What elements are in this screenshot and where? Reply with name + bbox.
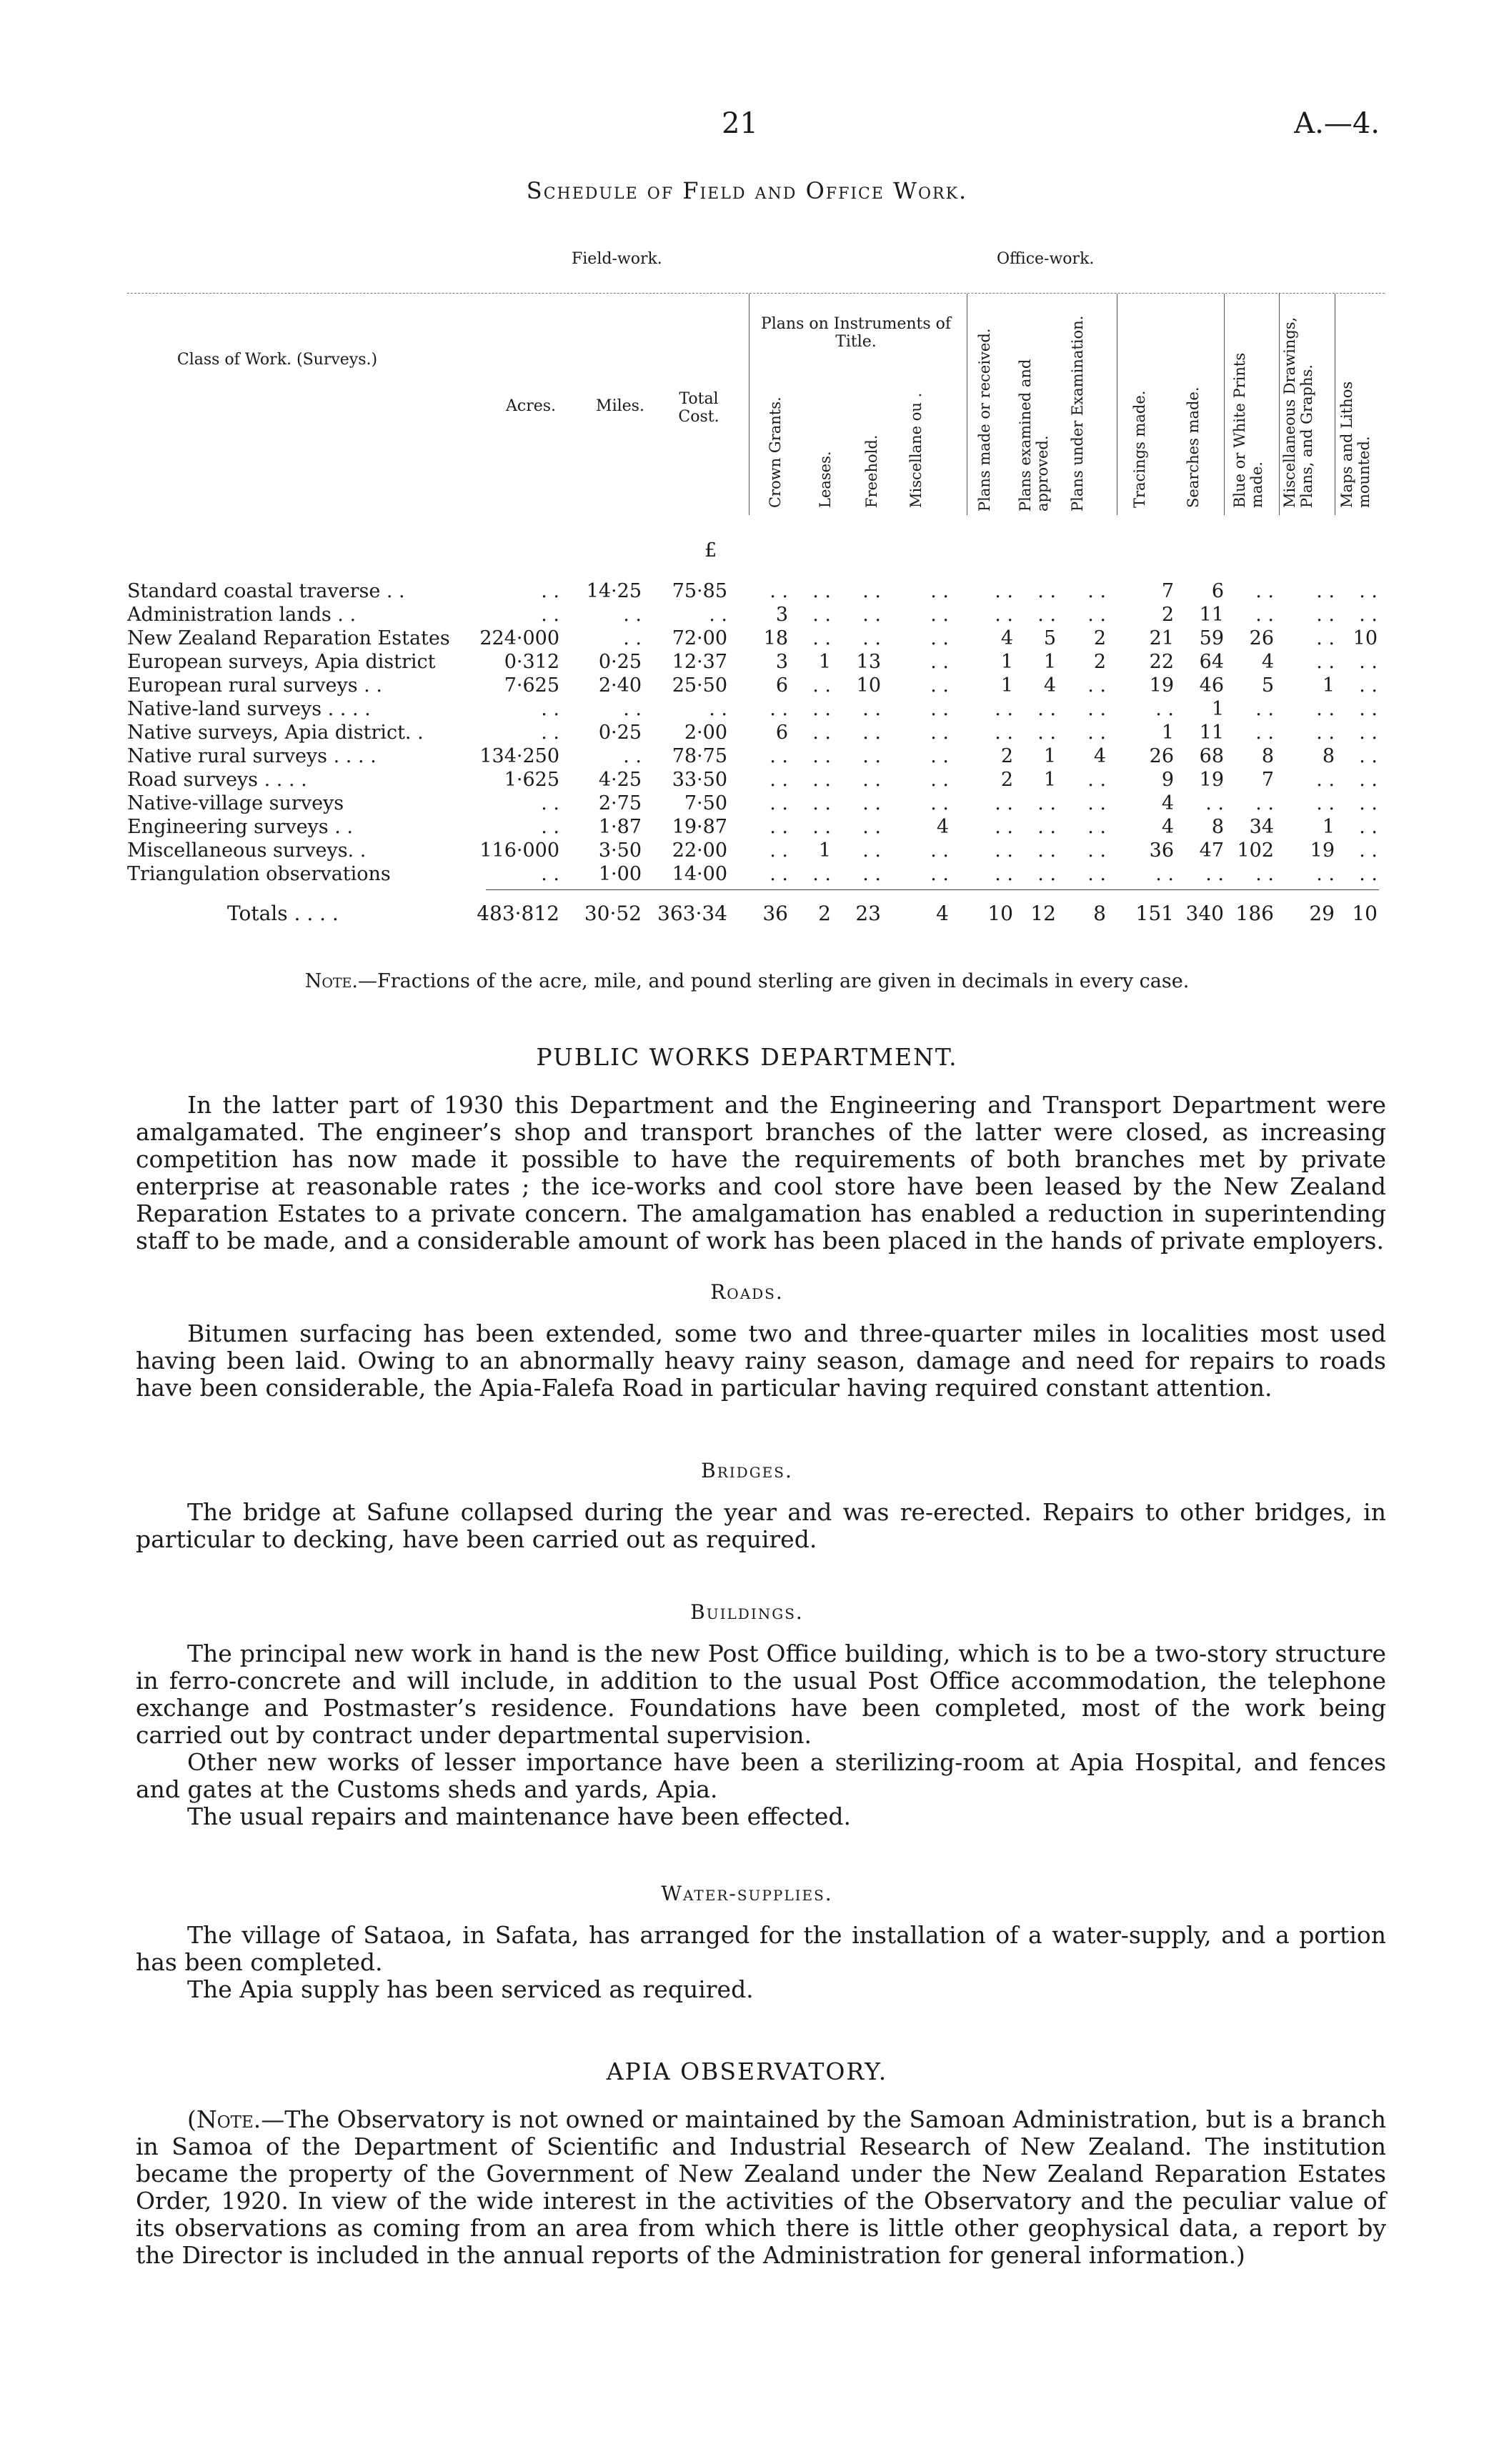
cell-maps: . . [1359, 580, 1378, 602]
cell-leases: 1 [818, 839, 831, 862]
cell-drawings: 8 [1322, 745, 1335, 767]
cell-miles: 0·25 [598, 651, 642, 673]
cell-freehold: 13 [856, 651, 881, 673]
cell-crown: . . [770, 792, 788, 814]
row-label: Native surveys, Apia district. . [127, 722, 424, 744]
cell-drawings: 19 [1310, 839, 1335, 862]
cell-tracings: 22 [1149, 651, 1174, 673]
cell-received: 10 [987, 902, 1013, 925]
cell-blue: 34 [1249, 816, 1274, 838]
cell-received: 1 [1000, 651, 1013, 673]
cell-examined: . . [1037, 792, 1056, 814]
note-label: Note. [304, 970, 359, 992]
cell-received: . . [995, 722, 1013, 744]
water-title: Water-supplies. [661, 1882, 833, 1905]
cell-misc: . . [930, 604, 949, 626]
buildings-title: Buildings. [690, 1600, 804, 1624]
row-label: European surveys, Apia district [127, 651, 436, 673]
table-row [127, 674, 1385, 698]
cell-maps: . . [1359, 839, 1378, 862]
public-works-title: PUBLIC WORKS DEPARTMENT. [536, 1043, 958, 1071]
cell-examined: . . [1037, 863, 1056, 885]
cell-under: . . [1087, 580, 1106, 602]
cell-examined: . . [1037, 816, 1056, 838]
cell-maps: . . [1359, 674, 1378, 697]
cell-leases: . . [812, 816, 831, 838]
cell-received: . . [995, 604, 1013, 626]
totals-row [127, 902, 1385, 927]
bridges-text: The bridge at Safune collapsed during the year and was re-erected. Repairs to other bridges, in particular to decking, have been carried out as required. [136, 1498, 1386, 1553]
cell-cost: 363·34 [657, 902, 727, 925]
cell-leases: . . [812, 863, 831, 885]
cell-tracings: 4 [1161, 792, 1174, 814]
cell-tracings: 36 [1149, 839, 1174, 862]
cell-under: . . [1087, 698, 1106, 720]
cell-leases: . . [812, 698, 831, 720]
searches-header: Searches made. [1185, 386, 1202, 508]
cell-under: 2 [1093, 627, 1106, 649]
observatory-note-label: (Note. [187, 2105, 262, 2133]
cell-acres: 7·625 [504, 674, 559, 697]
cell-examined: . . [1037, 722, 1056, 744]
plans-under-exam-header: Plans under Examination. [1069, 315, 1086, 512]
cell-tracings: 19 [1149, 674, 1174, 697]
cell-cost: 33·50 [672, 769, 727, 791]
cell-crown: . . [770, 580, 788, 602]
cell-searches: 1 [1211, 698, 1224, 720]
cell-freehold: . . [862, 722, 881, 744]
cell-received: 2 [1000, 769, 1013, 791]
cell-blue: 186 [1235, 902, 1274, 925]
water-text-2: The Apia supply has been serviced as required. [187, 1975, 754, 2003]
schedule-title: Schedule of Field and Office Work. [526, 177, 968, 204]
cell-acres: 116·000 [479, 839, 559, 862]
misc-drawings-header: Miscellaneous Drawings, Plans, and Graphs. [1281, 316, 1315, 508]
cell-blue: 5 [1261, 674, 1274, 697]
cell-cost: 78·75 [672, 745, 727, 767]
cell-searches: . . [1205, 863, 1224, 885]
table-row [127, 816, 1385, 839]
cell-miles: . . [623, 604, 642, 626]
cell-maps: . . [1359, 816, 1378, 838]
cell-acres: . . [541, 604, 559, 626]
cell-under: . . [1087, 792, 1106, 814]
cell-maps: . . [1359, 604, 1378, 626]
cell-leases: 1 [818, 651, 831, 673]
cell-crown: . . [770, 698, 788, 720]
schedule-rows [127, 580, 1385, 887]
cell-blue: 102 [1237, 839, 1274, 862]
cell-blue: . . [1255, 792, 1274, 814]
cell-cost: . . [709, 698, 727, 720]
schedule-header [127, 293, 1385, 522]
cell-acres: . . [541, 792, 559, 814]
table-row [127, 769, 1385, 792]
cell-acres: 0·312 [504, 651, 559, 673]
cell-blue: 26 [1249, 627, 1274, 649]
cell-searches: 47 [1199, 839, 1224, 862]
note-text: —Fractions of the acre, mile, and pound sterling are given in decimals in every case. [358, 970, 1190, 992]
cell-received: 1 [1000, 674, 1013, 697]
cell-misc: 4 [936, 902, 949, 925]
buildings-text-3: The usual repairs and maintenance have been effected. [187, 1802, 851, 1830]
cell-tracings: 151 [1135, 902, 1174, 925]
cell-freehold: . . [862, 816, 881, 838]
cell-under: . . [1087, 674, 1106, 697]
cell-freehold: 23 [855, 902, 881, 925]
table-row [127, 863, 1385, 887]
cell-cost: 7·50 [684, 792, 727, 814]
cell-searches: 6 [1211, 580, 1224, 602]
cell-freehold: . . [862, 604, 881, 626]
cell-searches: . . [1205, 792, 1224, 814]
table-row [127, 604, 1385, 627]
cell-crown: 6 [775, 722, 788, 744]
table-row [127, 745, 1385, 769]
table-row [127, 698, 1385, 722]
cell-misc: . . [930, 792, 949, 814]
cell-received: . . [995, 863, 1013, 885]
cell-searches: 46 [1199, 674, 1224, 697]
cell-under: 4 [1093, 745, 1106, 767]
cell-cost: 72·00 [672, 627, 727, 649]
cell-tracings: 2 [1161, 604, 1174, 626]
row-label: Native-village surveys [127, 792, 344, 814]
cell-crown: 36 [762, 902, 788, 925]
crown-grants-header: Crown Grants. [767, 396, 784, 508]
cell-under: 2 [1093, 651, 1106, 673]
cell-freehold: 10 [856, 674, 881, 697]
observatory-note [136, 2106, 1386, 2269]
cell-cost: 12·37 [672, 651, 727, 673]
total-cost-header: Total Cost. [678, 390, 719, 426]
cell-tracings: . . [1155, 698, 1174, 720]
cell-acres: . . [541, 863, 559, 885]
cell-acres: 483·812 [477, 902, 559, 925]
cell-acres: . . [541, 580, 559, 602]
cell-maps: . . [1359, 698, 1378, 720]
table-row [127, 651, 1385, 674]
cell-drawings: . . [1316, 863, 1335, 885]
cell-misc: 4 [936, 816, 949, 838]
cell-maps: . . [1359, 651, 1378, 673]
field-work-heading: Field-work. [572, 250, 662, 268]
cell-drawings: . . [1316, 604, 1335, 626]
cell-leases: 2 [818, 902, 831, 925]
cell-miles: . . [623, 627, 642, 649]
cell-freehold: . . [862, 769, 881, 791]
cell-received: . . [995, 792, 1013, 814]
plans-on-instruments-header: Plans on Instruments of Title. [760, 315, 952, 351]
cell-freehold: . . [862, 627, 881, 649]
cell-crown: . . [770, 839, 788, 862]
cell-crown: 3 [775, 604, 788, 626]
table-row [127, 839, 1385, 863]
cell-tracings: 21 [1149, 627, 1174, 649]
cell-blue: . . [1255, 580, 1274, 602]
totals-rule [486, 889, 1379, 890]
cell-misc: . . [930, 722, 949, 744]
cell-crown: 18 [763, 627, 788, 649]
cell-freehold: . . [862, 792, 881, 814]
cell-crown: . . [770, 863, 788, 885]
cell-miles: 0·25 [598, 722, 642, 744]
cell-drawings: . . [1316, 698, 1335, 720]
cell-received: . . [995, 816, 1013, 838]
cell-maps: 10 [1352, 902, 1378, 925]
cell-cost: 25·50 [672, 674, 727, 697]
cell-cost: 19·87 [672, 816, 727, 838]
cell-misc: . . [930, 580, 949, 602]
roads-title: Roads. [710, 1280, 784, 1304]
cell-under: . . [1087, 839, 1106, 862]
cell-examined: 4 [1043, 674, 1056, 697]
cell-examined: 1 [1043, 651, 1056, 673]
cell-leases: . . [812, 604, 831, 626]
cell-under: . . [1087, 863, 1106, 885]
cell-examined: 1 [1043, 745, 1056, 767]
cell-freehold: . . [862, 580, 881, 602]
cell-drawings: . . [1316, 627, 1335, 649]
observatory-note-text: —The Observatory is not owned or maintained by the Samoan Administration, but is a branch in Samoa of the Department of Scientific and Industrial Research of New Zealand. The institution became the property of the Government of New Zealand under the New Zealand Reparation Estates Order, 1920. In view of the wide interest in the activities of the Observatory and the peculiar value of its observations as coming from an area from which there is little other geophysical data, a report by the Director is included in the annual reports of the Administration for general information.) [136, 2105, 1386, 2269]
cell-crown: 3 [775, 651, 788, 673]
cell-misc: . . [930, 627, 949, 649]
cell-leases: . . [812, 745, 831, 767]
currency-symbol: £ [704, 539, 717, 562]
cell-maps: . . [1359, 745, 1378, 767]
cell-blue: . . [1255, 604, 1274, 626]
cell-drawings: . . [1316, 651, 1335, 673]
cell-searches: 59 [1199, 627, 1224, 649]
cell-tracings: 4 [1161, 816, 1174, 838]
maps-lithos-header: Maps and Lithos mounted. [1338, 381, 1373, 508]
leases-header: Leases. [817, 451, 834, 508]
acres-header: Acres. [505, 397, 557, 415]
cell-freehold: . . [862, 863, 881, 885]
cell-crown: . . [770, 816, 788, 838]
table-row [127, 722, 1385, 745]
buildings-text-2: Other new works of lesser importance have been a sterilizing-room at Apia Hospital, and fences and gates at the Customs sheds and yards, Apia. [136, 1748, 1386, 1803]
cell-acres: . . [541, 816, 559, 838]
cell-searches: 11 [1199, 604, 1224, 626]
row-label: Road surveys . . . . [127, 769, 307, 791]
row-label: Native rural surveys . . . . [127, 745, 377, 767]
cell-drawings: . . [1316, 792, 1335, 814]
cell-miles: 14·25 [586, 580, 642, 602]
cell-cost: 22·00 [672, 839, 727, 862]
cell-searches: 8 [1211, 816, 1224, 838]
header-divider [749, 294, 750, 515]
cell-maps: . . [1359, 722, 1378, 744]
cell-cost: 2·00 [684, 722, 727, 744]
freehold-header: Freehold. [863, 434, 880, 508]
cell-tracings: 7 [1161, 580, 1174, 602]
cell-misc: . . [930, 769, 949, 791]
cell-maps: . . [1359, 792, 1378, 814]
cell-misc: . . [930, 839, 949, 862]
cell-received: 4 [1000, 627, 1013, 649]
cell-acres: 1·625 [504, 769, 559, 791]
cell-examined: 1 [1043, 769, 1056, 791]
cell-received: . . [995, 839, 1013, 862]
tracings-header: Tracings made. [1131, 390, 1148, 508]
cell-cost: 14·00 [672, 863, 727, 885]
cell-freehold: . . [862, 745, 881, 767]
row-label: Totals . . . . [227, 902, 339, 925]
table-row [127, 580, 1385, 604]
cell-miles: 2·75 [598, 792, 642, 814]
table-row [127, 792, 1385, 816]
cell-crown: . . [770, 769, 788, 791]
cell-maps: . . [1359, 769, 1378, 791]
cell-blue: 7 [1261, 769, 1274, 791]
document-reference: A.—4. [1294, 107, 1380, 140]
cell-leases: . . [812, 627, 831, 649]
cell-miles: 1·00 [598, 863, 642, 885]
roads-text: Bitumen surfacing has been extended, some two and three-quarter miles in localities most used having been laid. Owing to an abnormally heavy rainy season, damage and need for repairs to roads have been considerable, the Apia-Falefa Road in particular having required constant attention. [136, 1320, 1386, 1402]
cell-drawings: . . [1316, 769, 1335, 791]
cell-misc: . . [930, 651, 949, 673]
table-note [0, 970, 1494, 992]
cell-drawings: 1 [1322, 816, 1335, 838]
cell-received: . . [995, 698, 1013, 720]
cell-misc: . . [930, 698, 949, 720]
cell-leases: . . [812, 722, 831, 744]
cell-blue: . . [1255, 698, 1274, 720]
cell-drawings: . . [1316, 580, 1335, 602]
cell-received: . . [995, 580, 1013, 602]
cell-miles: 1·87 [598, 816, 642, 838]
cell-examined: . . [1037, 839, 1056, 862]
cell-under: 8 [1093, 902, 1106, 925]
cell-tracings: 9 [1161, 769, 1174, 791]
miscellaneous-header: Miscellane ou . [907, 392, 925, 508]
cell-searches: 19 [1199, 769, 1224, 791]
blue-prints-header: Blue or White Prints made. [1231, 352, 1265, 508]
cell-crown: . . [770, 745, 788, 767]
cell-cost: 75·85 [672, 580, 727, 602]
cell-under: . . [1087, 816, 1106, 838]
cell-maps: 10 [1353, 627, 1378, 649]
header-divider [1224, 294, 1225, 515]
miles-header: Miles. [596, 397, 644, 415]
cell-cost: . . [709, 604, 727, 626]
cell-leases: . . [812, 580, 831, 602]
cell-miles: . . [623, 698, 642, 720]
row-label: Miscellaneous surveys. . [127, 839, 367, 862]
plans-examined-header: Plans examined and approved. [1017, 359, 1051, 512]
cell-blue: 8 [1261, 745, 1274, 767]
office-work-heading: Office-work. [997, 250, 1095, 268]
row-label: Native-land surveys . . . . [127, 698, 371, 720]
buildings-text-1: The principal new work in hand is the new Post Office building, which is to be a two-story structure in ferro-concrete and will include, in addition to the usual Post Office accommodation, the telephone exchange and Postmaster’s residence. Foundations have been completed, most of the work being carried out by contract under departmental supervision. [136, 1640, 1386, 1749]
cell-leases: . . [812, 769, 831, 791]
row-label: Triangulation observations [127, 863, 391, 885]
observatory-title: APIA OBSERVATORY. [606, 2058, 888, 2085]
row-label: Standard coastal traverse . . [127, 580, 405, 602]
cell-tracings: . . [1155, 863, 1174, 885]
header-divider [1279, 294, 1280, 515]
cell-tracings: 26 [1149, 745, 1174, 767]
cell-acres: 224·000 [479, 627, 559, 649]
bridges-title: Bridges. [701, 1459, 793, 1482]
cell-drawings: 1 [1322, 674, 1335, 697]
cell-miles: 2·40 [598, 674, 642, 697]
cell-under: . . [1087, 769, 1106, 791]
cell-freehold: . . [862, 698, 881, 720]
cell-searches: 11 [1199, 722, 1224, 744]
class-of-work-header: Class of Work. (Surveys.) [176, 351, 378, 369]
cell-under: . . [1087, 604, 1106, 626]
cell-miles: 30·52 [584, 902, 642, 925]
cell-drawings: . . [1316, 722, 1335, 744]
cell-blue: 4 [1261, 651, 1274, 673]
cell-leases: . . [812, 674, 831, 697]
row-label: Engineering surveys . . [127, 816, 353, 838]
cell-received: 2 [1000, 745, 1013, 767]
row-label: Administration lands . . [127, 604, 357, 626]
cell-leases: . . [812, 792, 831, 814]
cell-examined: . . [1037, 604, 1056, 626]
public-works-intro: In the latter part of 1930 this Department and the Engineering and Transport Department were amalgamated. The engineer’s shop and transport branches of the latter were closed, as increasing competition has now made it possible to have the requirements of both branches met by private enterprise at reasonable rates ; the ice-works and cool store have been leased by the New Zealand Reparation Estates to a private concern. The amalgamation has enabled a reduction in superintending staff to be made, and a considerable amount of work has been placed in the hands of private employers. [136, 1091, 1386, 1255]
cell-blue: . . [1255, 863, 1274, 885]
cell-acres: . . [541, 698, 559, 720]
row-label: New Zealand Reparation Estates [127, 627, 450, 649]
cell-under: . . [1087, 722, 1106, 744]
cell-misc: . . [930, 674, 949, 697]
cell-examined: 12 [1030, 902, 1056, 925]
cell-searches: 64 [1199, 651, 1224, 673]
cell-examined: . . [1037, 580, 1056, 602]
cell-acres: . . [541, 722, 559, 744]
cell-examined: 5 [1043, 627, 1056, 649]
cell-miles: 4·25 [598, 769, 642, 791]
cell-examined: . . [1037, 698, 1056, 720]
cell-blue: . . [1255, 722, 1274, 744]
cell-drawings: 29 [1309, 902, 1335, 925]
plans-received-header: Plans made or received. [976, 328, 993, 512]
cell-freehold: . . [862, 839, 881, 862]
row-label: European rural surveys . . [127, 674, 382, 697]
cell-miles: 3·50 [598, 839, 642, 862]
cell-crown: 6 [775, 674, 788, 697]
cell-maps: . . [1359, 863, 1378, 885]
cell-miles: . . [623, 745, 642, 767]
cell-searches: 68 [1199, 745, 1224, 767]
table-row [127, 627, 1385, 651]
cell-misc: . . [930, 745, 949, 767]
page-number: 21 [722, 107, 758, 140]
cell-tracings: 1 [1161, 722, 1174, 744]
water-text-1: The village of Sataoa, in Safata, has arranged for the installation of a water-supply, and a portion has been completed. [136, 1921, 1386, 1976]
cell-misc: . . [930, 863, 949, 885]
cell-searches: 340 [1185, 902, 1224, 925]
cell-acres: 134·250 [479, 745, 559, 767]
